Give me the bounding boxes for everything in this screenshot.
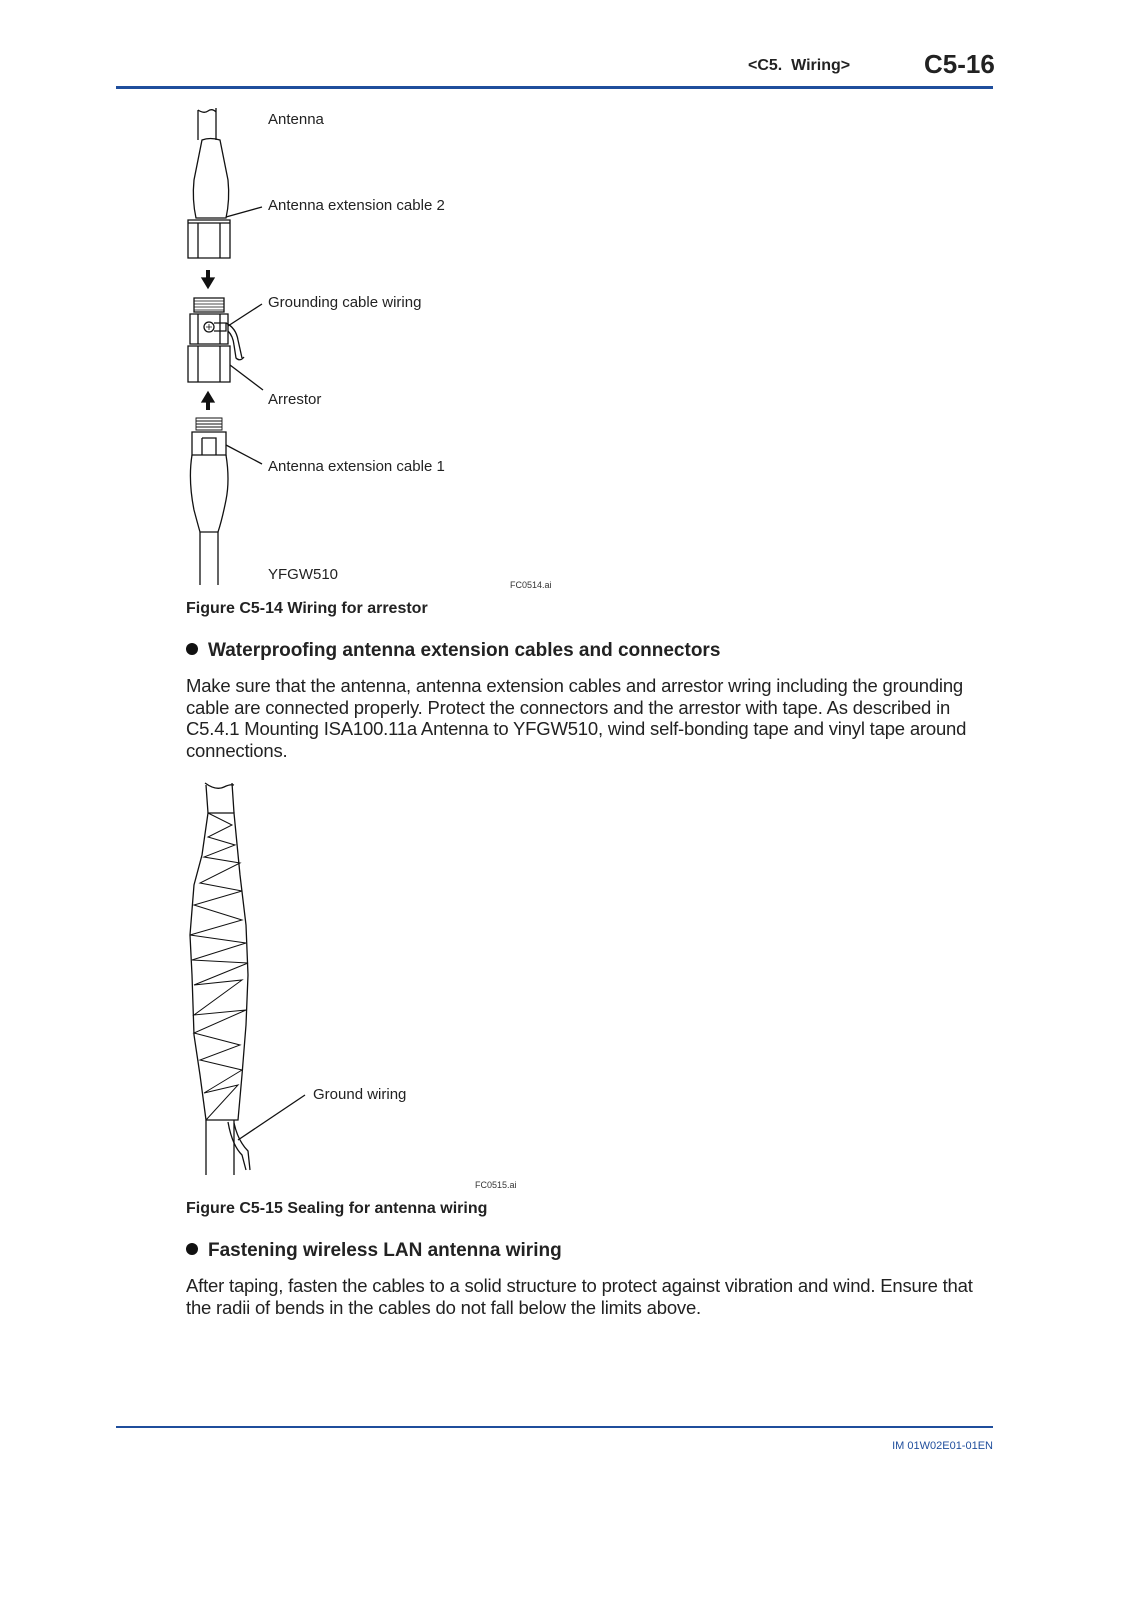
bullet-icon <box>186 643 198 655</box>
bullet-icon <box>186 1243 198 1255</box>
figure15-caption: Figure C5-15 Sealing for antenna wiring <box>186 1200 488 1217</box>
header-rule <box>116 86 993 89</box>
figure15-filename: FC0515.ai <box>475 1180 517 1190</box>
figure14-caption: Figure C5-14 Wiring for arrestor <box>186 600 428 617</box>
label-arrestor: Arrestor <box>268 391 322 408</box>
label-antenna: Antenna <box>268 111 324 128</box>
label-grounding-cable: Grounding cable wiring <box>268 294 422 311</box>
label-extension-cable-1: Antenna extension cable 1 <box>268 458 445 475</box>
heading-waterproofing: Waterproofing antenna extension cables and connectors <box>186 640 720 662</box>
heading-fastening: Fastening wireless LAN antenna wiring <box>186 1240 562 1262</box>
label-yfgw510: YFGW510 <box>268 566 339 583</box>
footer-rule <box>116 1426 993 1428</box>
header-section-title: <C5. Wiring> <box>748 57 851 74</box>
waterproofing-body: Make sure that the antenna, antenna extension cables and arrestor wring including the grounding cable are connected properly. Protect the connectors and the arrestor with tape. As described in C5.4.1 Mounting ISA100.11a Antenna to YFGW510, wind self-bonding tape and vinyl tape around connections. <box>186 675 967 761</box>
arrestor-wiring-diagram <box>170 100 290 595</box>
header-page-number: C5-16 <box>924 49 995 79</box>
footer-doc-id: IM 01W02E01-01EN <box>892 1440 993 1452</box>
label-ground-wiring: Ground wiring <box>313 1086 407 1103</box>
label-extension-cable-2: Antenna extension cable 2 <box>268 197 445 214</box>
figure14-filename: FC0514.ai <box>510 580 552 590</box>
fastening-body: After taping, fasten the cables to a solid structure to protect against vibration and wind. Ensure that the radii of bends in the cables do not fall below the limits above. <box>186 1275 973 1318</box>
taped-cable-diagram <box>180 775 320 1180</box>
